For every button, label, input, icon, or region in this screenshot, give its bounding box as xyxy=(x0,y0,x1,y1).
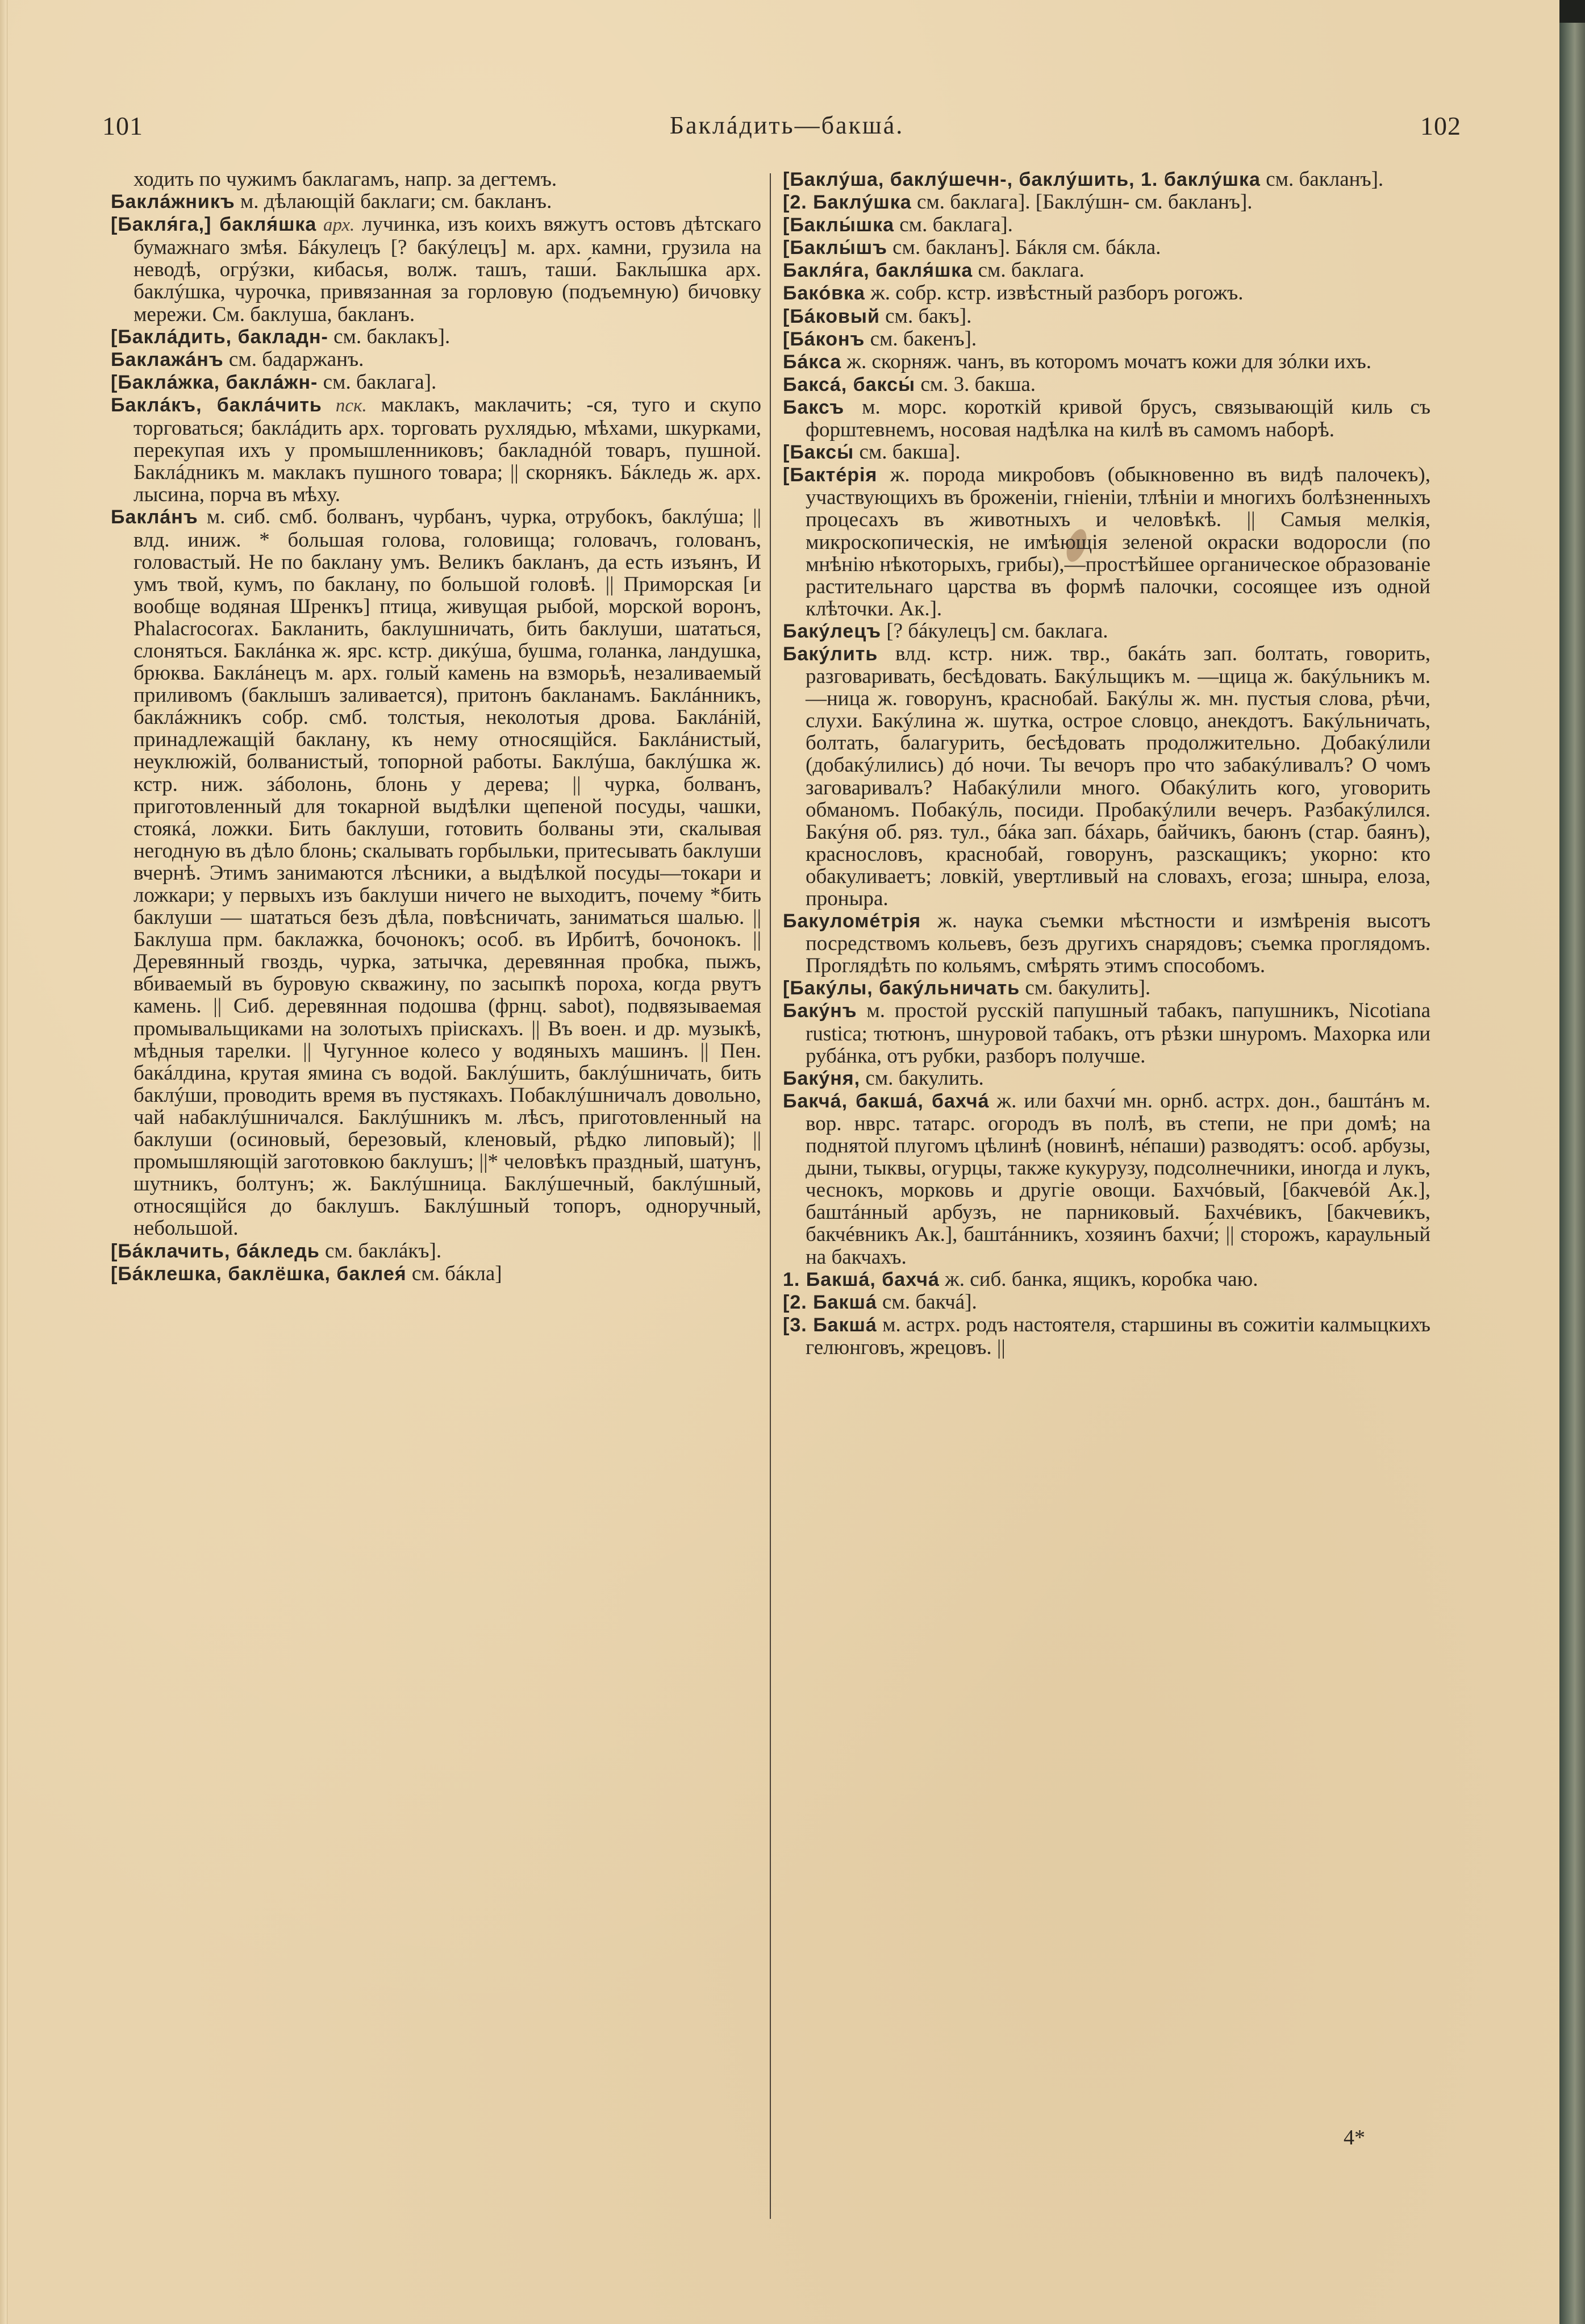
headword: [Баклы́шка xyxy=(783,214,894,236)
headword: Бакóвка xyxy=(783,282,865,305)
headword: Баклажáнъ xyxy=(111,348,224,370)
dictionary-entry xyxy=(783,1090,1430,1268)
headword: Бакýлить xyxy=(783,643,878,665)
headword: Бакчá, бакшá, бахчá xyxy=(783,1090,990,1112)
dictionary-entry xyxy=(111,371,761,394)
page-number-right: 102 xyxy=(1420,111,1461,140)
definition-text: ж. собр. кстр. извѣстный разборъ рогожъ. xyxy=(865,281,1244,305)
headword: Баклáнъ xyxy=(111,506,198,528)
dictionary-entry xyxy=(783,1268,1430,1291)
region-label: пск. xyxy=(322,395,367,416)
dictionary-entry xyxy=(111,213,761,325)
dictionary-entry xyxy=(783,643,1430,910)
dictionary-entry xyxy=(111,506,761,1239)
dictionary-entry xyxy=(783,214,1430,236)
headword: 1. Бакшá, бахчá xyxy=(783,1268,940,1290)
definition-text: ж. наука съемки мѣстности и измѣренія высотъ посредствомъ кольевъ, безъ другихъ снарядовъ; съемка проглядомъ. Проглядѣть по кольямъ, смѣрять этимъ способомъ. xyxy=(806,909,1430,978)
page-header xyxy=(85,111,1488,151)
left-column xyxy=(111,168,761,1285)
dictionary-entry xyxy=(111,1263,761,1285)
dictionary-entry xyxy=(783,1314,1430,1359)
headword: Бакýнъ xyxy=(783,1000,857,1022)
definition-text: ж. или бахчи́ мн. орнб. астрх. дон., баштáнъ м. вор. нврс. татарс. огородъ въ полѣ, въ степи, не при домѣ; на поднятой плугомъ цѣлинѣ (новинѣ, нéпаши) разводятъ: особ. арбузы, дыни, тыквы, огурцы, также кукурузу, подсолнечники, иногда и лукъ, чеснокъ, морковь и другіе овощи. Бахчóвый, [бакчевóй Ак.], баштáнный арбузъ, не парниковый. Бахчéвикъ, [бакчеви́къ, бакчéвникъ Ак.], баштáнникъ, хозяинъ бахчи́; || сторожъ, караульный на бакчахъ. xyxy=(806,1089,1430,1269)
headword: Бáкса xyxy=(783,351,842,373)
definition-text: ж. скорняж. чанъ, въ которомъ мочатъ кожи для зóлки ихъ. xyxy=(841,349,1371,373)
headword: [Баклáдить, бакладн- xyxy=(111,326,328,348)
headword: Баклáжникъ xyxy=(111,191,235,213)
headword: [Бáконъ xyxy=(783,328,865,350)
definition-text: м. простой русскій папушный табакъ, папушникъ, Nicotiana rustica; тютюнъ, шнуровой табакъ, отъ рѣзки шнуромъ. Махорка или рубáнка, отъ рубки, разборъ получше. xyxy=(806,999,1430,1068)
dictionary-entry xyxy=(783,910,1430,977)
column-divider xyxy=(770,173,771,2219)
book-binding-corner xyxy=(1559,0,1585,23)
definition-text: м. астрх. родъ настоятеля, старшины въ сожитіи калмыцкихъ гелюнговъ, жрецовъ. || xyxy=(806,1313,1430,1359)
headword: Бакля́га, бакля́шка xyxy=(783,260,973,282)
definition-text: ж. порода микробовъ (обыкновенно въ видѣ палочекъ), участвующихъ въ броженіи, гніеніи, тлѣніи и многихъ болѣзненныхъ процесахъ въ животныхъ и человѣкѣ. || Самыя мелкія, микроскопическія, не имѣющія зеленой окраски водоросли (по мнѣнію нѣкоторыхъ, грибы),—простѣйшее органическое образованіе растительнаго царства въ формѣ палочки, сосоящее изъ одной клѣточки. Ак.]. xyxy=(806,463,1430,620)
headword: [Бáклачить, бáкледь xyxy=(111,1240,320,1262)
headword: [Баклáжка, баклáжн- xyxy=(111,371,318,393)
definition-text: см. бакша]. xyxy=(854,440,961,464)
headword: [Баксы́ xyxy=(783,442,854,464)
running-head: Баклáдить—бакшá. xyxy=(669,111,904,139)
dictionary-entry xyxy=(783,282,1430,305)
page-number-left: 101 xyxy=(102,111,143,140)
definition-text: см. 3. бакша. xyxy=(915,372,1036,396)
page-left-edge xyxy=(0,0,7,2324)
dictionary-entry xyxy=(783,351,1430,373)
dictionary-entry xyxy=(783,191,1430,214)
dictionary-entry xyxy=(783,305,1430,328)
dictionary-entry xyxy=(111,326,761,348)
definition-text: см. баклáкъ]. xyxy=(319,1239,442,1263)
definition-text: [? бáкулецъ] см. баклага. xyxy=(881,619,1108,643)
headword: Бакýня, xyxy=(783,1067,861,1089)
dictionary-entry xyxy=(783,1291,1430,1314)
headword: [Бакля́га,] бакля́шка xyxy=(111,214,317,236)
dictionary-entry xyxy=(783,620,1430,643)
headword: Бакýлецъ xyxy=(783,620,882,642)
headword: [Бáклешка, баклёшка, баклея́ xyxy=(111,1263,407,1285)
definition-text: см. бадаржанъ. xyxy=(223,347,364,371)
definition-text: см. бакланъ]. Бáкля см. бáкла. xyxy=(887,236,1161,260)
definition-text: см. баклакъ]. xyxy=(328,324,451,348)
definition-text: см. бакчá]. xyxy=(877,1290,977,1314)
definition-text: см. бакланъ]. xyxy=(1260,168,1384,191)
continuation-paragraph: ходить по чужимъ баклагамъ, напр. за дегтемъ. xyxy=(134,168,557,191)
dictionary-entry xyxy=(111,190,761,213)
definition-text: см. баклага]. xyxy=(318,370,437,394)
headword: Бакуломéтрія xyxy=(783,910,921,932)
dictionary-entry xyxy=(111,348,761,371)
dictionary-entry xyxy=(783,464,1430,620)
headword: [Бáковый xyxy=(783,305,880,327)
definition-text: см. бакулить. xyxy=(860,1066,984,1090)
book-binding-strip xyxy=(1559,0,1585,2324)
signature-mark: 4* xyxy=(1344,2126,1365,2150)
headword: [3. Бакшá xyxy=(783,1314,877,1336)
headword: [Бакýлы, бакýльничать xyxy=(783,977,1020,999)
dictionary-entry xyxy=(783,259,1430,282)
dictionary-entry xyxy=(783,977,1430,999)
dictionary-entry xyxy=(783,441,1430,464)
dictionary-entry xyxy=(783,1067,1430,1090)
dictionary-entry xyxy=(783,373,1430,396)
definition-text: ж. сиб. банка, ящикъ, коробка чаю. xyxy=(939,1267,1258,1291)
region-label: арх. xyxy=(316,215,355,236)
definition-text: см. бакулить]. xyxy=(1020,976,1151,1000)
dictionary-entry xyxy=(783,168,1430,191)
definition-text: м. дѣлающій баклаги; см. бакланъ. xyxy=(235,190,552,214)
headword: [2. Баклýшка xyxy=(783,191,912,214)
headword: [2. Бакшá xyxy=(783,1291,877,1313)
definition-text: лучинка, изъ коихъ вяжутъ остовъ дѣтскаго бумажнаго змѣя. Бáкулецъ [? бакýлецъ] м. арх. камни, грузила на неводѣ, огрýзки, кибасья, волж. ташъ, таши́. Баклы́шка арх. баклýшка, чурочка, привязанная за горловую (подъемную) бичовку мережи. См. баклуша, бакланъ. xyxy=(134,213,761,326)
definition-text: см. баклага]. [Баклýшн- см. бакланъ]. xyxy=(911,190,1253,214)
definition-text: см. бакъ]. xyxy=(879,304,972,328)
headword: [Баклýша, баклýшечн-, баклýшить, 1. баклýшка xyxy=(783,169,1261,190)
definition-text: м. сиб. смб. болванъ, чурбанъ, чурка, отрубокъ, баклýша; || влд. иниж. * большая голова, головища; головачъ, голованъ, головастый. Не по баклану умъ. Великъ бакланъ, да есть изъянъ, И умъ твой, кумъ, по баклану, по большой головѣ. || Приморская [и вообще водяная Шренкъ] птица, живущая рыбой, морской воронъ, Phalacrocorax. Бакланить, баклушничать, бить баклуши, шататься, слоняться. Баклáнка ж. ярс. кстр. дикýша, бушма, голанка, ландушка, брюква. Баклáнецъ м. арх. голый камень на взморьѣ, незаливаемый приливомъ (баклышъ заливается), притонъ бакланамъ. Баклáнникъ, баклáжникъ собр. смб. толстыя, неколотыя дрова. Баклáній, принадлежащій баклану, къ нему относящійся. Баклáнистый, неуклюжій, болванистый, топорной работы. Баклýша, баклýшка ж. кстр. ниж. зáболонь, блонь у дерева; || чурка, болванъ, приготовленный для токарной выдѣлки щепеной посуды, чашки, стоякá, ложки. Бить баклуши, готовить болваны эти, скалывая негодную въ дѣло блонь; скалывать горбыльки, притесывать баклуши вчернѣ. Этимъ занимаются лѣсники, а выдѣлкой посуды—токари и ложкари; у первыхъ изъ баклуши ничего не выходитъ, почему *бить баклуши — шататься безъ дѣла, повѣсничать, заниматься шалью. || Баклуша прм. баклажка, бочонокъ; особ. въ Ирбитѣ, бочонокъ. || Деревянный гвоздь, чурка, затычка, деревянная пробка, пыжъ, вбиваемый въ буровую скважину, по засыпкѣ пороха, когда рвутъ камень. || Сиб. деревянная подошва (фрнц. sabot), подвязываемая промывальщиками на золотыхъ пріискахъ. || Въ воен. и др. музыкѣ, мѣдныя тарелки. || Чугунное колесо у водяныхъ машинъ. || Пен. бакáлдина, крутая ямина съ водой. Баклýшить, баклýшничать, бить баклýши, проводить время въ пустякахъ. Побаклýшничалъ довольно, чай набаклýшничался. Баклýшникъ м. лѣсъ, приготовленный на баклуши (осиновый, березовый, кленовый, рѣдко липовый); || промышляющій заготовкою баклушъ; ||* человѣкъ праздный, шатунъ, шутникъ, болтунъ; ж. Баклýшница. Баклýшечный, баклýшный, относящійся до баклушъ. Баклýшный топоръ, одноручный, небольшой. xyxy=(134,505,761,1240)
headword: Баксъ xyxy=(783,396,845,418)
definition-text: влд. кстр. ниж. твр., бакáть зап. болтать, говорить, разговаривать, бесѣдовать. Бакýльщикъ м. —щица ж. бакýльникъ м. —ница ж. говорунъ, краснобай. Бакýлы ж. мн. пустыя слова, рѣчи, слухи. Бакýлина ж. шутка, острое словцо, анекдотъ. Бакýльничать, болтать, балагурить, бесѣдовать продолжительно. Добакýлили (добакýлились) дó ночи. Ты вечоръ про что забакýливалъ? О чомъ заговаривалъ? Набакýлили много. Обакýлить кого, уговорить обманомъ. Побакýль, посиди. Пробакýлили вечеръ. Разбакýлился. Бакýня об. ряз. тул., бáка зап. бáхарь, байчикъ, баюнъ (стар. баянъ), краснословъ, краснобай, говорунъ, разскащикъ; укорно: кто обакуливаетъ; ловкій, увертливый на словахъ, егоза; шныра, елоза, проныра. xyxy=(806,642,1430,910)
right-column xyxy=(783,168,1430,1359)
headword: Баклáкъ, баклáчить xyxy=(111,394,322,416)
dictionary-entry xyxy=(783,328,1430,351)
dictionary-entry xyxy=(783,396,1430,441)
definition-text: маклакъ, маклачить; -ся, туго и скупо торговаться; баклáдить арх. торговать рухлядью, мѣхами, шкурками, перекупая ихъ у промышленниковъ; бакладнóй товаръ, пушной. Баклáдникъ м. маклакъ пушного товара; || скорнякъ. Бáкледь ж. арх. лысина, порча въ мѣху. xyxy=(134,393,761,507)
headword: Баксá, баксы́ xyxy=(783,373,916,395)
definition-text: см. баклага]. xyxy=(894,213,1013,237)
dictionary-entry xyxy=(111,1240,761,1263)
definition-text: см. бакенъ]. xyxy=(865,327,977,351)
definition-text: см. баклага. xyxy=(973,259,1085,282)
headword: [Баклы́шъ xyxy=(783,237,887,259)
headword: [Бактéрія xyxy=(783,464,878,486)
definition-text: м. морс. короткій кривой брусъ, связывающій киль съ форштевнемъ, носовая надѣлка на килѣ въ самомъ наборѣ. xyxy=(806,395,1430,442)
dictionary-entry xyxy=(783,236,1430,259)
definition-text: см. бáкла] xyxy=(406,1261,502,1285)
dictionary-entry xyxy=(783,999,1430,1067)
dictionary-entry xyxy=(111,394,761,506)
